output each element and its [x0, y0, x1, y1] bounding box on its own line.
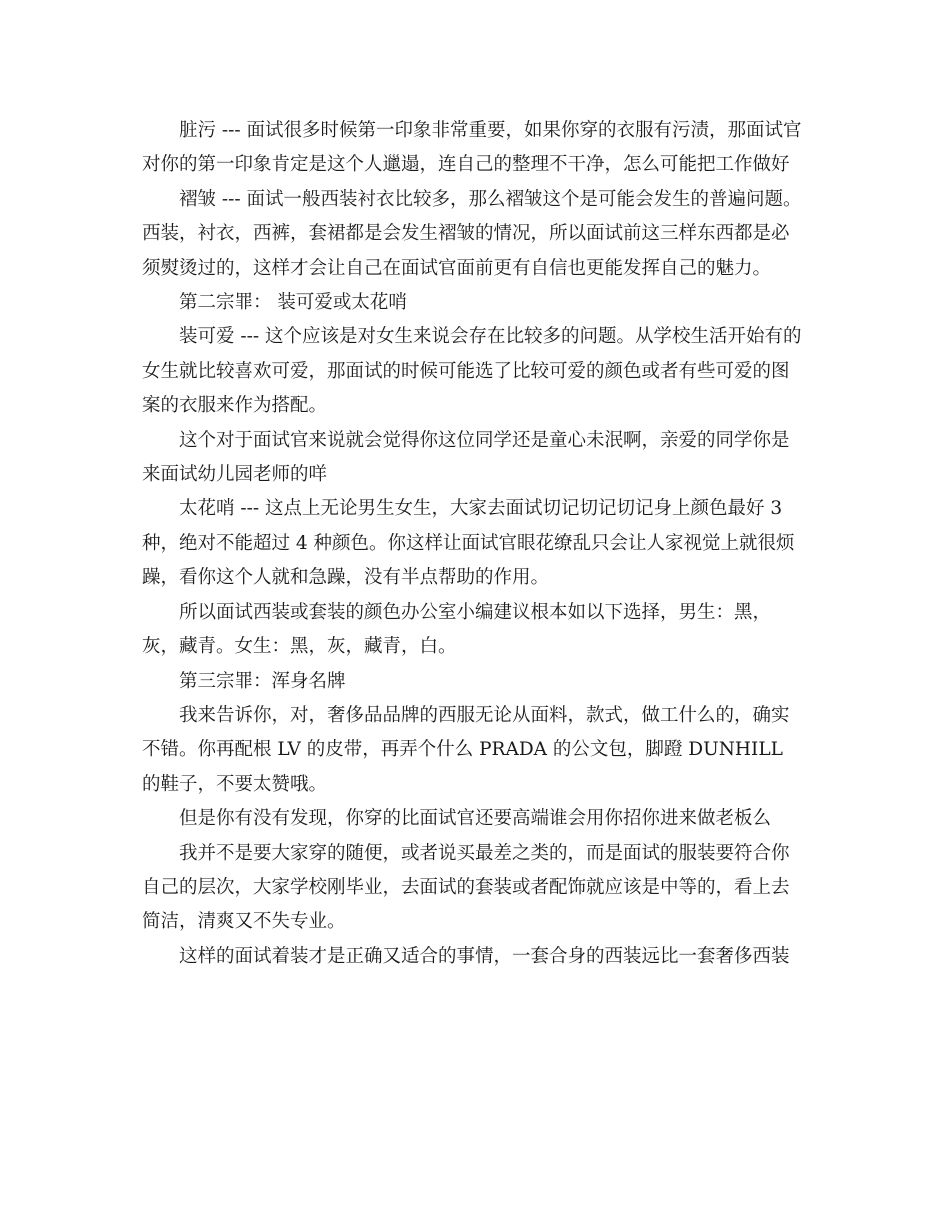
paragraph-too-colorful: 太花哨 --- 这点上无论男生女生，大家去面试切记切记切记身上颜色最好 3 种，绝对不能超过 4 种颜色。你这样让面试官眼花缭乱只会让人家视觉上就很烦躁，看你这个人就和急躁，没有半点帮助的作用。	[142, 498, 795, 589]
paragraph-cute-style: 装可爱 --- 这个应该是对女生来说会存在比较多的问题。从学校生活开始有的女生就比较喜欢可爱，那面试的时候可能选了比较可爱的颜色或者有些可爱的图案的衣服来作为搭配。	[142, 326, 802, 417]
paragraph-overdressed: 但是你有没有发现，你穿的比面试官还要高端谁会用你招你进来做老板么	[179, 808, 772, 830]
document-page	[142, 114, 802, 974]
paragraph-color-suggestion: 所以面试西装或套装的颜色办公室小编建议根本如以下选择，男生：黑，灰，藏青。女生：黑，灰，藏青，白。	[142, 601, 772, 658]
paragraph-interviewer-view: 这个对于面试官来说就会觉得你这位同学还是童心未泯啊，亲爱的同学你是来面试幼儿园老师的咩	[142, 429, 790, 486]
paragraph-wrinkles: 褶皱 --- 面试一般西装衬衣比较多，那么褶皱这个是可能会发生的普遍问题。西装，衬衣，西裤，套裙都是会发生褶皱的情况，所以面试前这三样东西都是必须熨烫过的，这样才会让自己在面试官面前更有自信也更能发挥自己的魅力。	[142, 188, 802, 279]
paragraph-conclusion: 这样的面试着装才是正确又适合的事情，一套合身的西装远比一套奢侈西装	[179, 945, 790, 967]
section-heading-third-sin: 第三宗罪：浑身名牌	[179, 670, 346, 692]
paragraph-luxury-brands: 我来告诉你，对，奢侈品品牌的西服无论从面料，款式，做工什么的，确实不错。你再配根 LV 的皮带，再弄个什么 PRADA 的公文包，脚蹬 DUNHILL 的鞋子，不要太赞哦。	[142, 704, 790, 795]
paragraph-dirty-clothes: 脏污 --- 面试很多时候第一印象非常重要，如果你穿的衣服有污渍，那面试官对你的第一印象肯定是这个人邋遢，连自己的整理不干净，怎么可能把工作做好	[142, 120, 802, 176]
paragraph-appropriate-level: 我并不是要大家穿的随便，或者说买最差之类的，而是面试的服装要符合你自己的层次，大家学校刚毕业，去面试的套装或者配饰就应该是中等的，看上去简洁，清爽又不失专业。	[142, 842, 790, 933]
section-heading-second-sin: 第二宗罪： 装可爱或太花哨	[179, 292, 407, 314]
